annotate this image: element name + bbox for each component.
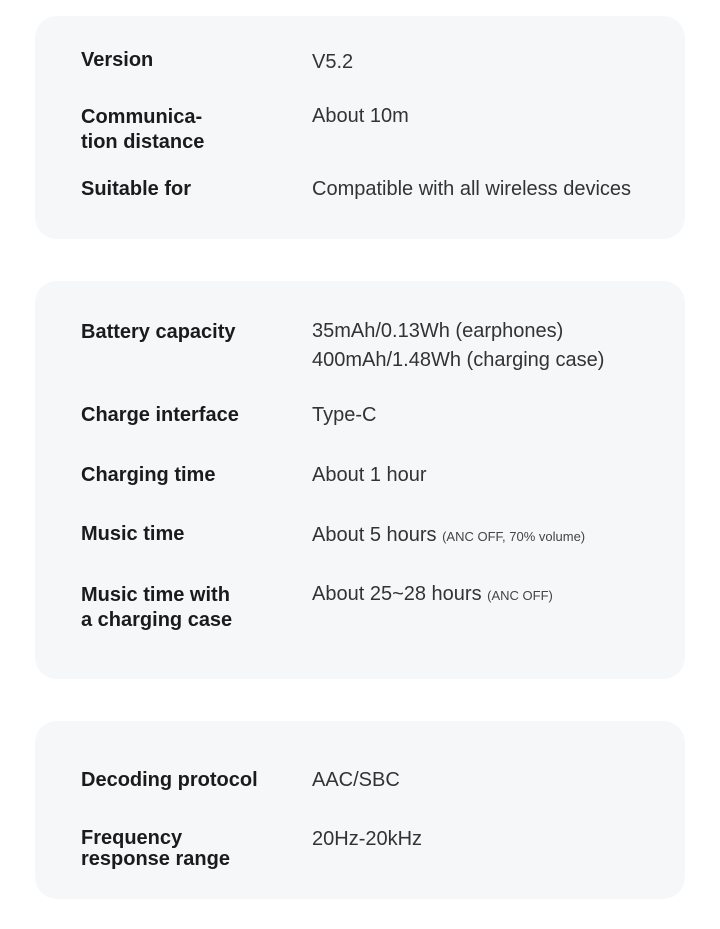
spec-value-decoding-protocol: AAC/SBC [312,769,400,791]
spec-label-frequency-response: Frequency response range [81,827,230,870]
spec-card-connectivity [35,16,685,239]
spec-value-communication-distance: About 10m [312,105,409,127]
spec-value-charging-time: About 1 hour [312,464,427,486]
spec-label-battery-capacity: Battery capacity [81,321,236,343]
spec-card-audio [35,721,685,899]
spec-value-charge-interface: Type-C [312,404,377,426]
spec-label-charge-interface: Charge interface [81,404,239,426]
spec-label-decoding-protocol: Decoding protocol [81,769,258,791]
spec-label-communication-distance: Communica- tion distance [81,106,205,153]
spec-value-music-time-with-case: About 25~28 hours (ANC OFF) [312,583,553,605]
spec-value-version: V5.2 [312,51,354,73]
spec-label-music-time-with-case: Music time with a charging case [81,584,233,631]
spec-value-suitable-for: Compatible with all wireless devices [312,178,632,200]
spec-label-music-time: Music time [81,523,185,545]
spec-note-music-time: (ANC OFF, 70% volume) [442,529,586,544]
spec-label-suitable-for: Suitable for [81,178,192,200]
spec-label-charging-time: Charging time [81,464,216,486]
spec-label-version: Version [81,49,154,71]
spec-value-music-time: About 5 hours (ANC OFF, 70% volume) [312,524,586,546]
spec-note-music-time-with-case: (ANC OFF) [487,588,553,603]
spec-value-frequency-response: 20Hz-20kHz [312,828,423,850]
spec-card-battery [35,281,685,679]
spec-value-battery-capacity: 35mAh/0.13Wh (earphones) 400mAh/1.48Wh (charging case) [312,320,605,371]
